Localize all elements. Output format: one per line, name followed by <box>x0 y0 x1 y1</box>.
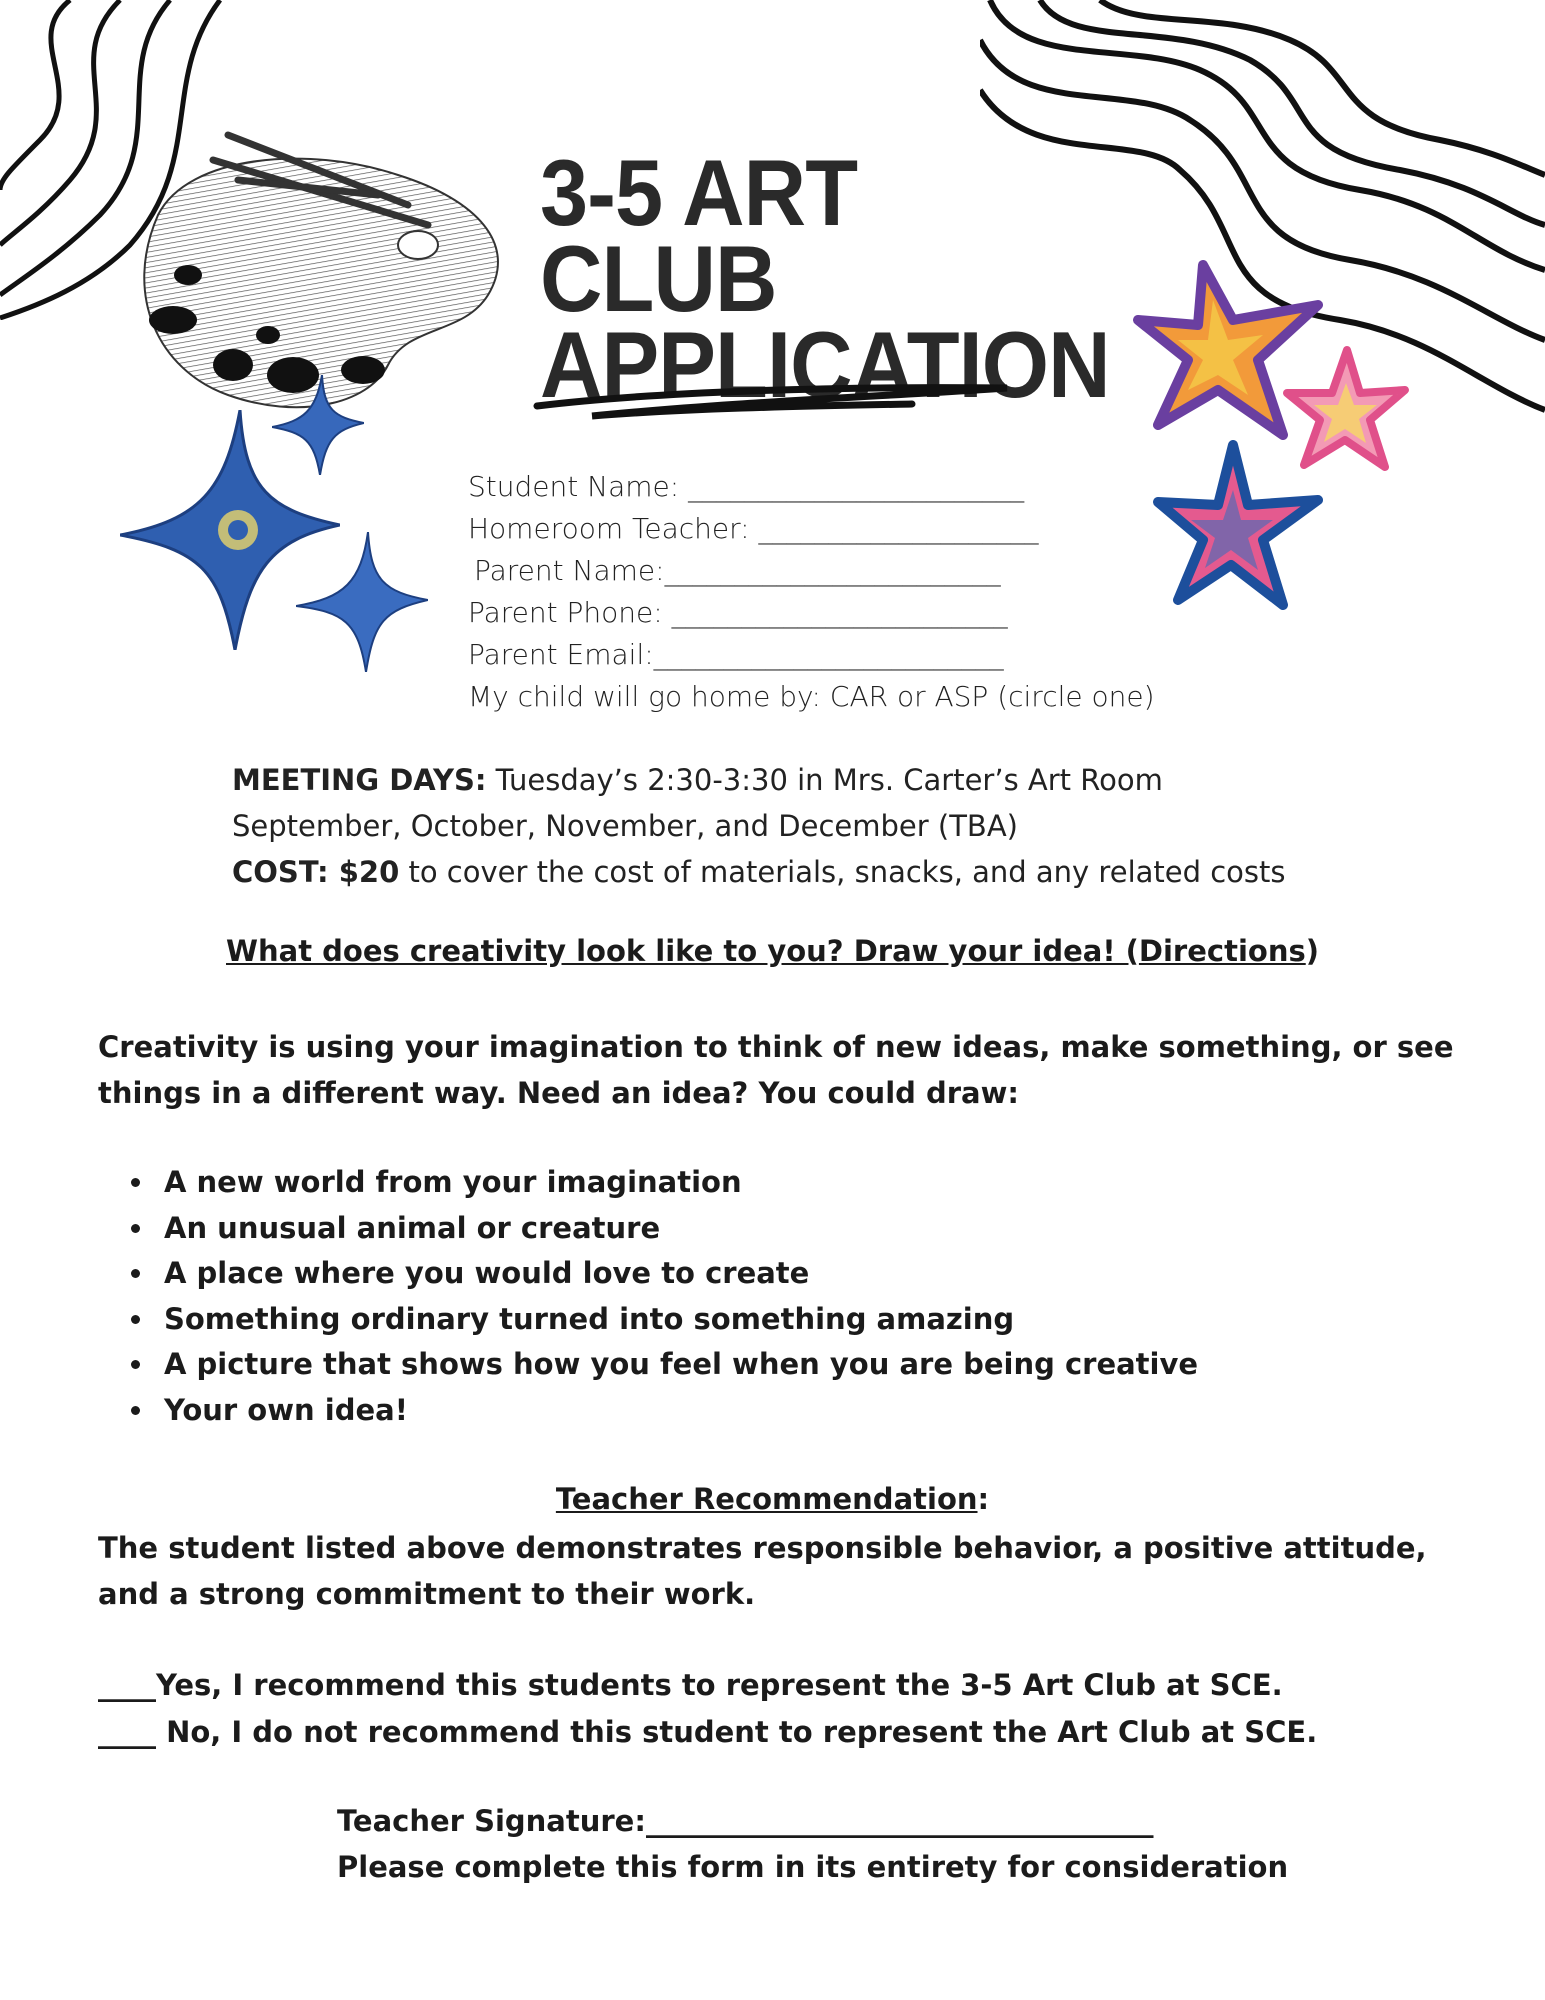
parent-email-field[interactable]: Parent Email:_________________________ <box>468 638 1004 671</box>
directions-link[interactable]: Directions <box>1138 934 1306 968</box>
parent-phone-field[interactable]: Parent Phone: ________________________ <box>468 596 1008 629</box>
teacher-signature-field[interactable]: Teacher Signature:___________________________________ <box>337 1804 1154 1838</box>
signature-block <box>337 1798 1337 1890</box>
cost-text: to cover the cost of materials, snacks, and any related costs <box>399 855 1286 889</box>
page-title <box>540 140 1110 417</box>
recommendation-options <box>98 1662 1478 1756</box>
meeting-months: September, October, November, and December (TBA) <box>232 809 1018 843</box>
recommendation-text: The student listed above demonstrates responsible behavior, a positive attitude, and a strong commitment to their work. <box>98 1531 1427 1611</box>
idea-list <box>110 1160 1456 1433</box>
list-item: • A place where you would love to create <box>156 1251 1456 1297</box>
list-item: • A picture that shows how you feel when you are being creative <box>156 1342 1456 1388</box>
prompt-heading-text: What does creativity look like to you? Draw your idea! ( <box>226 934 1139 968</box>
sparkle-star-medium-icon <box>296 532 428 672</box>
completion-note: Please complete this form in its entirety for consideration <box>337 1850 1289 1884</box>
list-item: • Your own idea! <box>156 1388 1456 1434</box>
recommend-yes-option[interactable]: ____Yes, I recommend this students to represent the 3-5 Art Club at SCE. <box>98 1668 1283 1702</box>
cost-label: COST: $20 <box>232 855 400 889</box>
title-line-1: 3-5 ART CLUB <box>540 140 858 331</box>
meeting-days-line <box>232 757 1382 803</box>
list-item: • Something ordinary turned into something amazing <box>156 1297 1456 1343</box>
homeroom-teacher-field[interactable]: Homeroom Teacher: ____________________ <box>468 512 1039 545</box>
prompt-heading-close: ) <box>1305 934 1319 968</box>
title-line-2: APPLICATION <box>540 312 1110 417</box>
recommend-no-option[interactable]: ____ No, I do not recommend this student to represent the Art Club at SCE. <box>98 1715 1318 1749</box>
go-home-by-field[interactable]: My child will go home by: CAR or ASP (circle one) <box>468 680 1155 713</box>
sparkle-star-small-icon <box>272 375 364 475</box>
list-item: • A new world from your imagination <box>156 1160 1456 1206</box>
cost-line <box>232 849 1382 895</box>
list-item: • An unusual animal or creature <box>156 1206 1456 1252</box>
recommendation-heading <box>0 1482 1545 1516</box>
meeting-days-label: MEETING DAYS: <box>232 763 487 797</box>
meeting-info <box>232 757 1382 895</box>
parent-name-field[interactable]: Parent Name:________________________ <box>474 554 1001 587</box>
student-name-field[interactable]: Student Name: ________________________ <box>468 470 1025 503</box>
form-fields <box>468 466 1168 718</box>
painted-star-blue-icon <box>1153 440 1323 610</box>
recommendation-heading-text: Teacher Recommendation <box>555 1482 978 1516</box>
meeting-days-text: Tuesday’s 2:30-3:30 in Mrs. Carter’s Art Room <box>486 763 1163 797</box>
prompt-heading <box>0 934 1545 968</box>
brush-stroke-underline <box>532 378 1012 428</box>
creativity-description: Creativity is using your imagination to think of new ideas, make something, or see things in a different way. Need an idea? You could draw: <box>98 1030 1454 1110</box>
recommendation-heading-colon: : <box>977 1482 990 1516</box>
